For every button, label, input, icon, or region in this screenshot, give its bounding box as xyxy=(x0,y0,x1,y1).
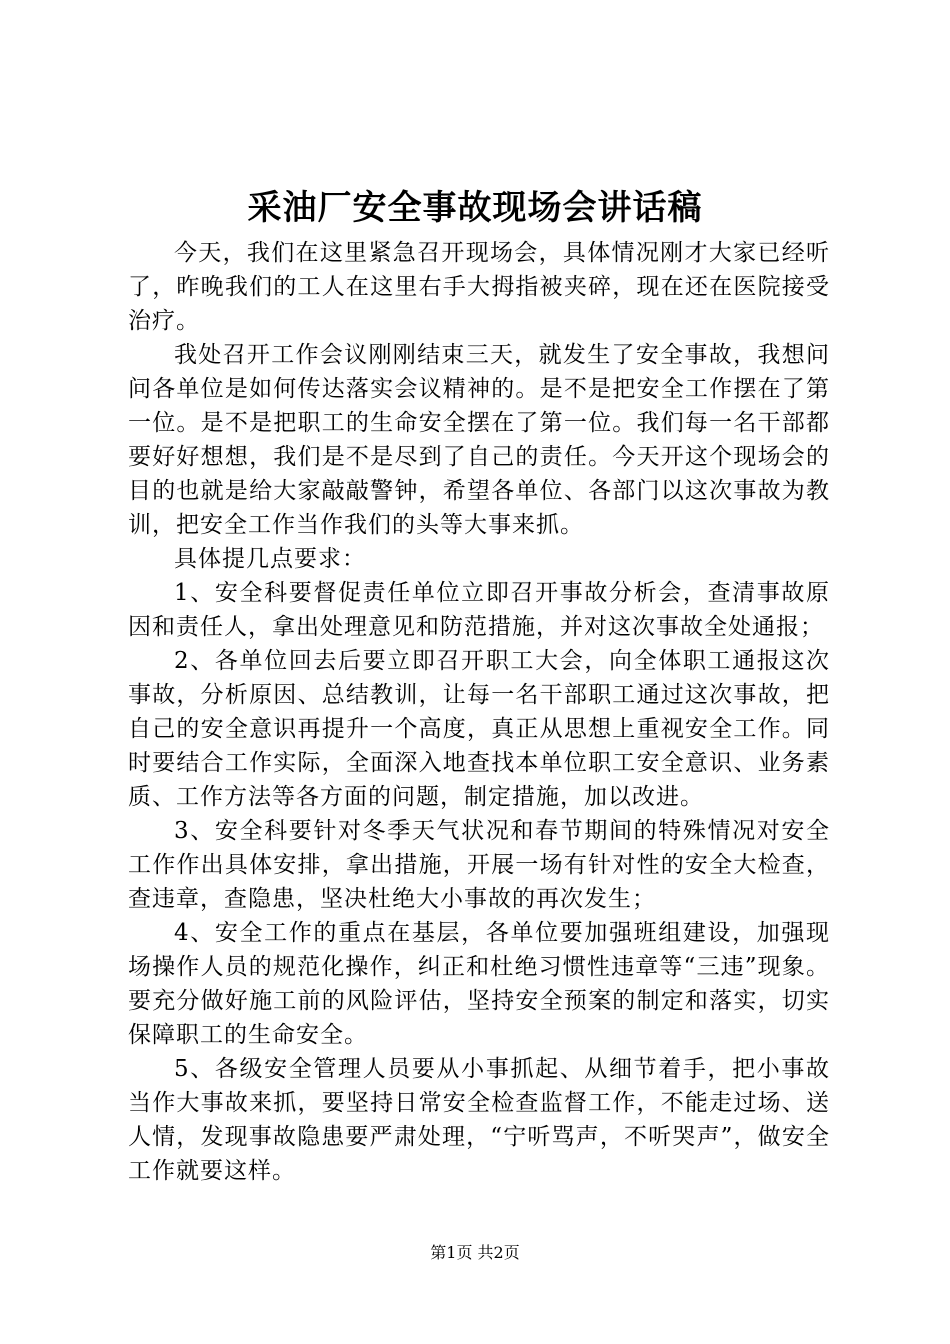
paragraph-requirement-1: 1、安全科要督促责任单位立即召开事故分析会，查清事故原因和责任人，拿出处理意见和防范措施，并对这次事故全处通报； xyxy=(128,580,830,640)
document-title: 采油厂安全事故现场会讲话稿 xyxy=(247,188,703,228)
paragraph-requirement-2: 2、各单位回去后要立即召开职工大会，向全体职工通报这次事故，分析原因、总结教训，让每一名干部职工通过这次事故，把自己的安全意识再提升一个高度，真正从思想上重视安全工作。同时要结合工作实际，全面深入地查找本单位职工安全意识、业务素质、工作方法等各方面的问题，制定措施，加以改进。 xyxy=(128,648,830,810)
paragraph-requirement-4: 4、安全工作的重点在基层，各单位要加强班组建设，加强现场操作人员的规范化操作，纠正和杜绝习惯性违章等“三违”现象。要充分做好施工前的风险评估，坚持安全预案的制定和落实，切实保障职工的生命安全。 xyxy=(128,920,830,1048)
document-body xyxy=(128,236,830,1188)
page-number-footer: 第1页 共2页 xyxy=(430,1243,520,1262)
paragraph-requirement-3: 3、安全科要针对冬季天气状况和春节期间的特殊情况对安全工作作出具体安排，拿出措施，开展一场有针对性的安全大检查，查违章，查隐患，坚决杜绝大小事故的再次发生； xyxy=(128,818,830,912)
paragraph-meeting: 我处召开工作会议刚刚结束三天，就发生了安全事故，我想问问各单位是如何传达落实会议精神的。是不是把安全工作摆在了第一位。是不是把职工的生命安全摆在了第一位。我们每一名干部都要好好想想，我们是不是尽到了自己的责任。今天开这个现场会的目的也就是给大家敲敲警钟，希望各单位、各部门以这次事故为教训，把安全工作当作我们的头等大事来抓。 xyxy=(128,342,830,538)
paragraph-opening: 今天，我们在这里紧急召开现场会，具体情况刚才大家已经听了，昨晚我们的工人在这里右手大拇指被夹碎，现在还在医院接受治疗。 xyxy=(128,240,830,334)
paragraph-requirement-5: 5、各级安全管理人员要从小事抓起、从细节着手，把小事故当作大事故来抓，要坚持日常安全检查监督工作，不能走过场、送人情，发现事故隐患要严肃处理，“宁听骂声，不听哭声”，做安全工作就要这样。 xyxy=(128,1056,830,1184)
paragraph-requirements-intro: 具体提几点要求： xyxy=(174,546,366,572)
